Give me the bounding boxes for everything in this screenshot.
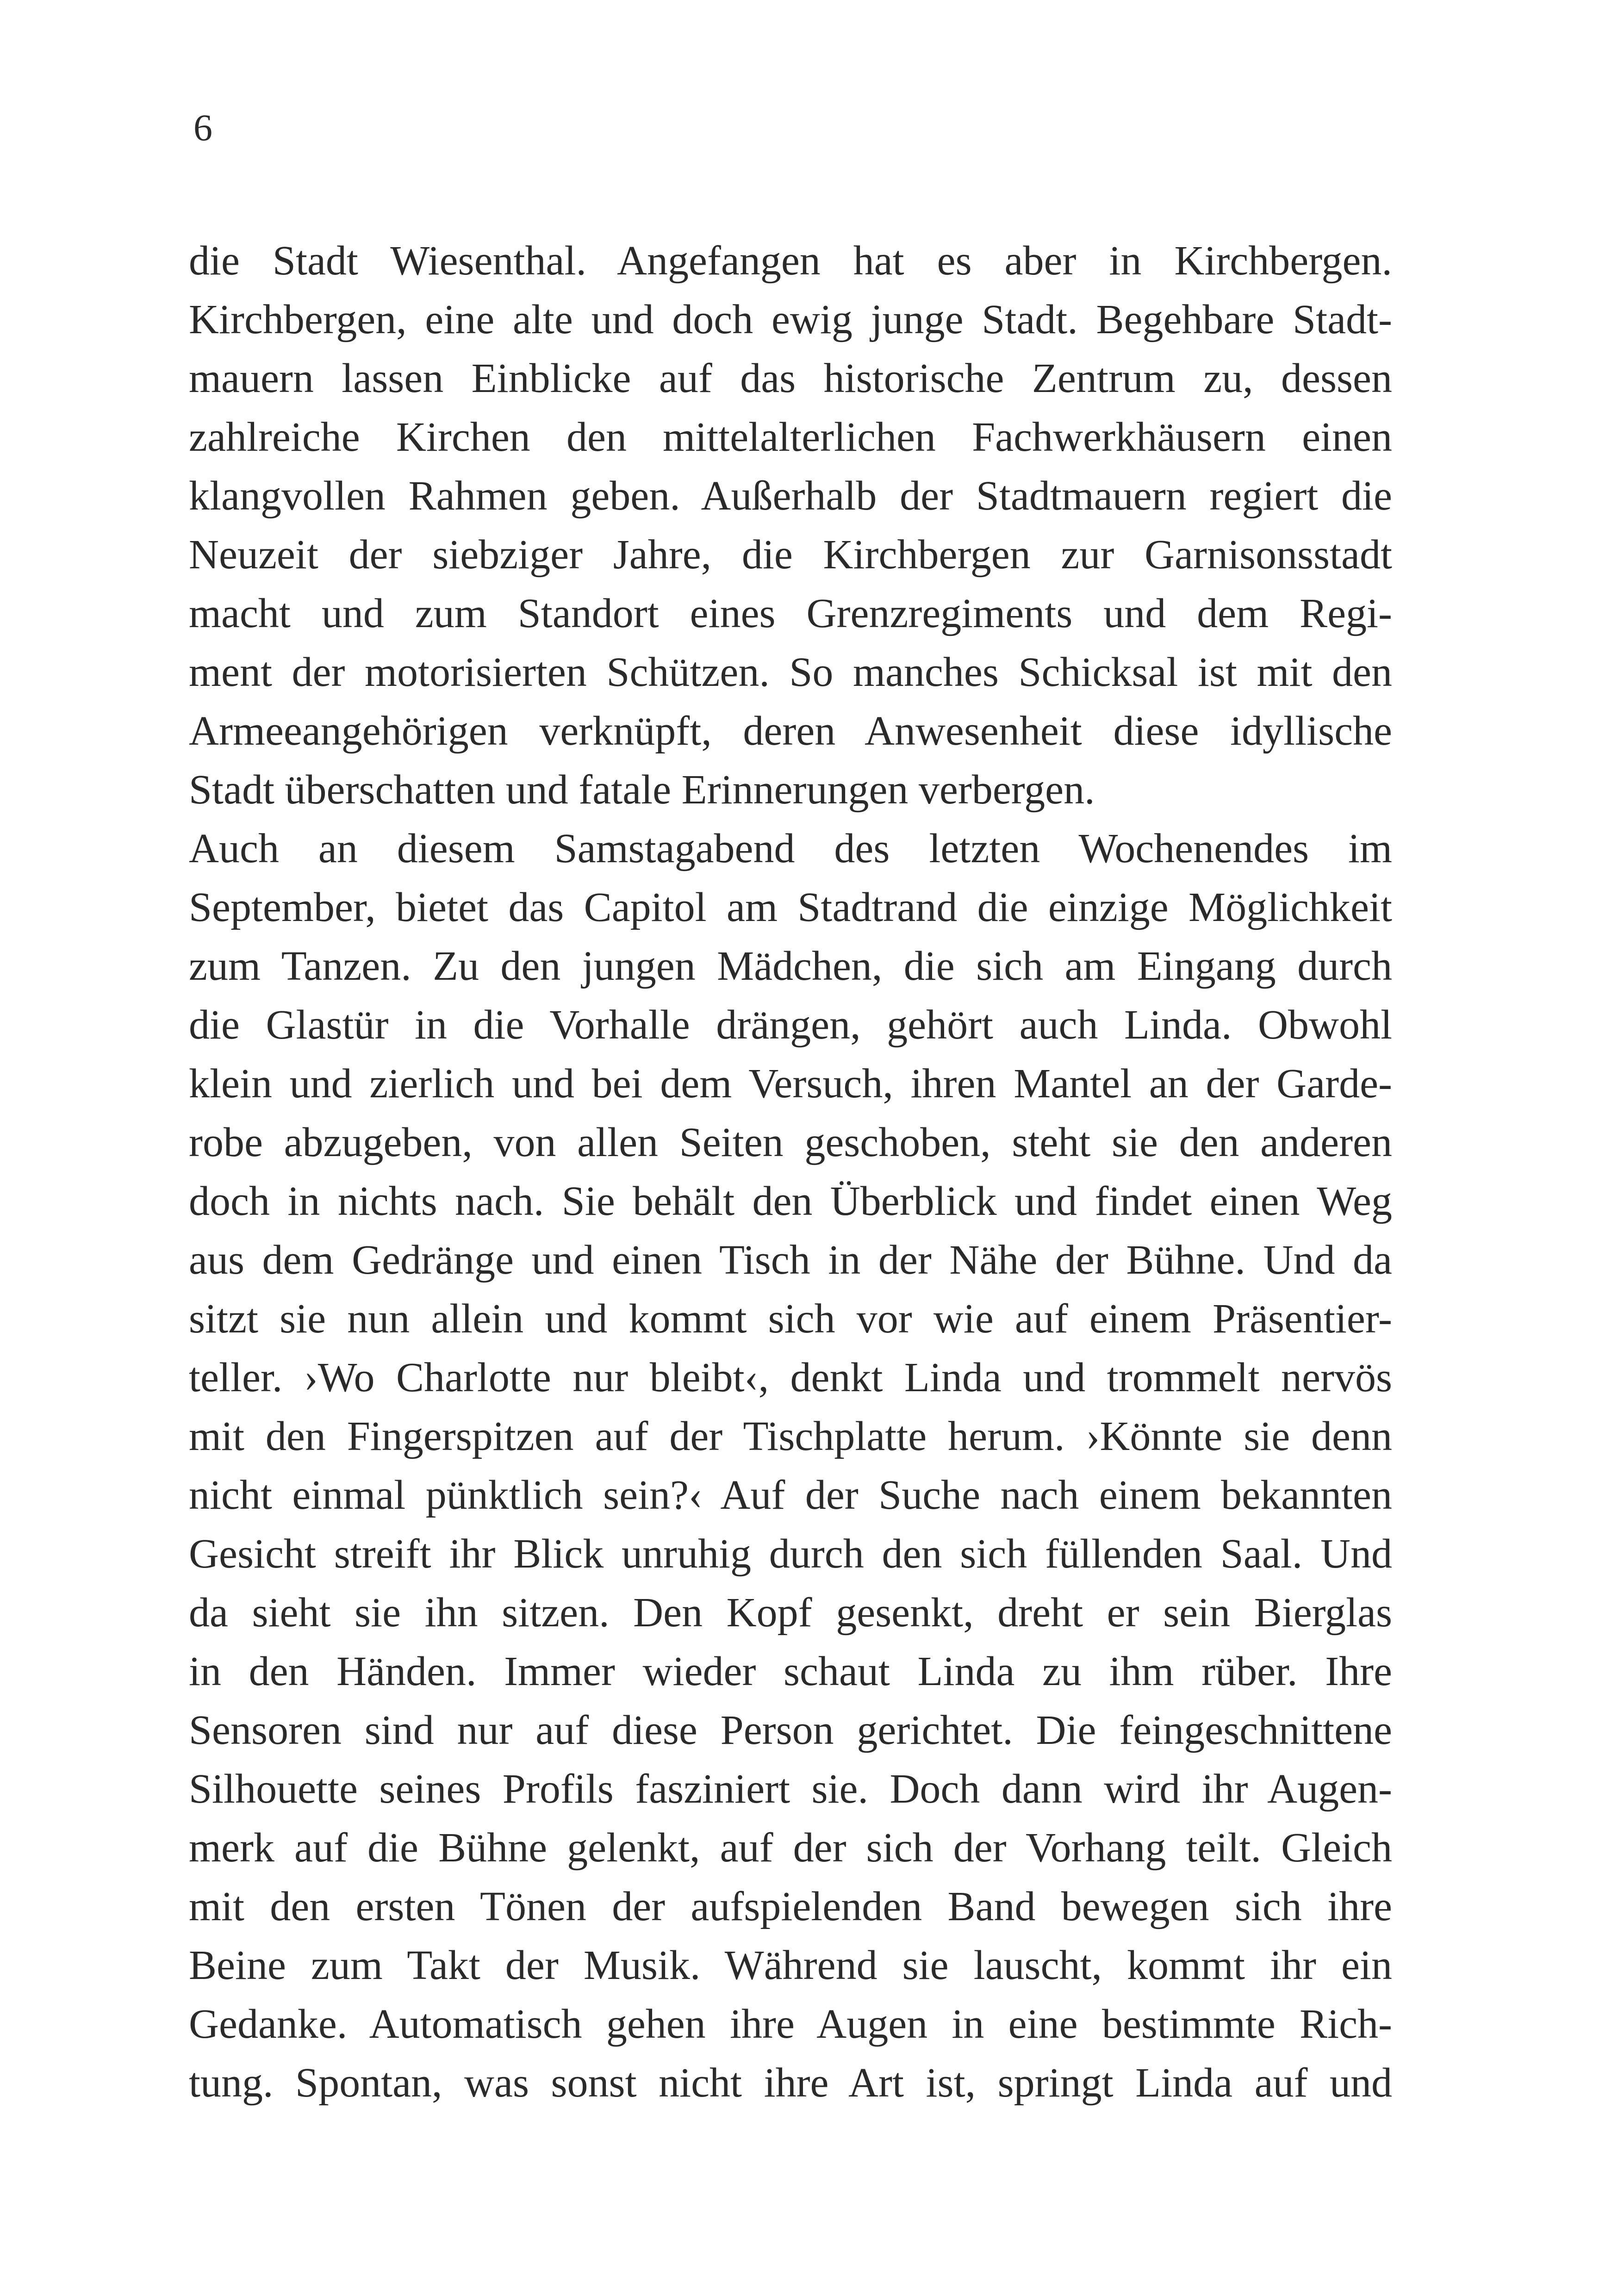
text-line: zum Tanzen. Zu den jungen Mädchen, die sich am Eingang durch	[189, 943, 1392, 989]
text-line: tung. Spontan, was sonst nicht ihre Art ist, springt Linda auf und	[189, 2060, 1392, 2106]
text-line: in den Händen. Immer wieder schaut Linda zu ihm rüber. Ihre	[189, 1649, 1392, 1694]
text-line: mit den ersten Tönen der aufspielenden Band bewegen sich ihre	[189, 1884, 1392, 1929]
text-line: Sensoren sind nur auf diese Person gerichtet. Die feingeschnittene	[189, 1707, 1392, 1753]
text-line: robe abzugeben, von allen Seiten geschoben, steht sie den anderen	[189, 1120, 1392, 1165]
text-line: mit den Fingerspitzen auf der Tischplatte herum. ›Könnte sie denn	[189, 1413, 1392, 1459]
text-line: die Stadt Wiesenthal. Angefangen hat es aber in Kirchbergen.	[189, 238, 1392, 284]
text-line: teller. ›Wo Charlotte nur bleibt‹, denkt Linda und trommelt nervös	[189, 1355, 1392, 1400]
text-line: nicht einmal pünktlich sein?‹ Auf der Suche nach einem bekannten	[189, 1472, 1392, 1518]
text-line: Auch an diesem Samstagabend des letzten Wochenendes im	[189, 826, 1392, 871]
text-line: macht und zum Standort eines Grenzregiments und dem Regi-	[189, 591, 1392, 636]
text-line: Armeeangehörigen verknüpft, deren Anwesenheit diese idyllische	[189, 708, 1392, 754]
text-line: ment der motorisierten Schützen. So manches Schicksal ist mit den	[189, 649, 1392, 695]
text-line: Gedanke. Automatisch gehen ihre Augen in eine bestimmte Rich-	[189, 2001, 1392, 2047]
text-line: die Glastür in die Vorhalle drängen, gehört auch Linda. Obwohl	[189, 1002, 1392, 1048]
text-line: zahlreiche Kirchen den mittelalterlichen Fachwerkhäusern einen	[189, 414, 1392, 460]
text-line: Beine zum Takt der Musik. Während sie lauscht, kommt ihr ein	[189, 1942, 1392, 1988]
text-line: aus dem Gedränge und einen Tisch in der Nähe der Bühne. Und da	[189, 1237, 1392, 1283]
text-line: da sieht sie ihn sitzen. Den Kopf gesenkt, dreht er sein Bierglas	[189, 1590, 1392, 1636]
text-line: mauern lassen Einblicke auf das historische Zentrum zu, dessen	[189, 355, 1392, 401]
text-line: klein und zierlich und bei dem Versuch, ihren Mantel an der Garde-	[189, 1061, 1392, 1107]
text-line: Kirchbergen, eine alte und doch ewig junge Stadt. Begehbare Stadt-	[189, 297, 1392, 342]
text-line: Silhouette seines Profils fasziniert sie. Doch dann wird ihr Augen-	[189, 1766, 1392, 1812]
text-line: Stadt überschatten und fatale Erinnerungen verbergen.	[189, 767, 1095, 813]
text-line: September, bietet das Capitol am Stadtrand die einzige Möglichkeit	[189, 884, 1392, 930]
text-line: doch in nichts nach. Sie behält den Überblick und findet einen Weg	[189, 1178, 1392, 1224]
text-line: merk auf die Bühne gelenkt, auf der sich der Vorhang teilt. Gleich	[189, 1825, 1392, 1871]
body-text	[189, 231, 1392, 2112]
text-line: klangvollen Rahmen geben. Außerhalb der Stadtmauern regiert die	[189, 473, 1392, 519]
text-line: Neuzeit der siebziger Jahre, die Kirchbergen zur Garnisonsstadt	[189, 532, 1392, 578]
text-line: Gesicht streift ihr Blick unruhig durch den sich füllenden Saal. Und	[189, 1531, 1392, 1577]
page-number: 6	[193, 106, 212, 149]
text-line: sitzt sie nun allein und kommt sich vor wie auf einem Präsentier-	[189, 1296, 1392, 1342]
